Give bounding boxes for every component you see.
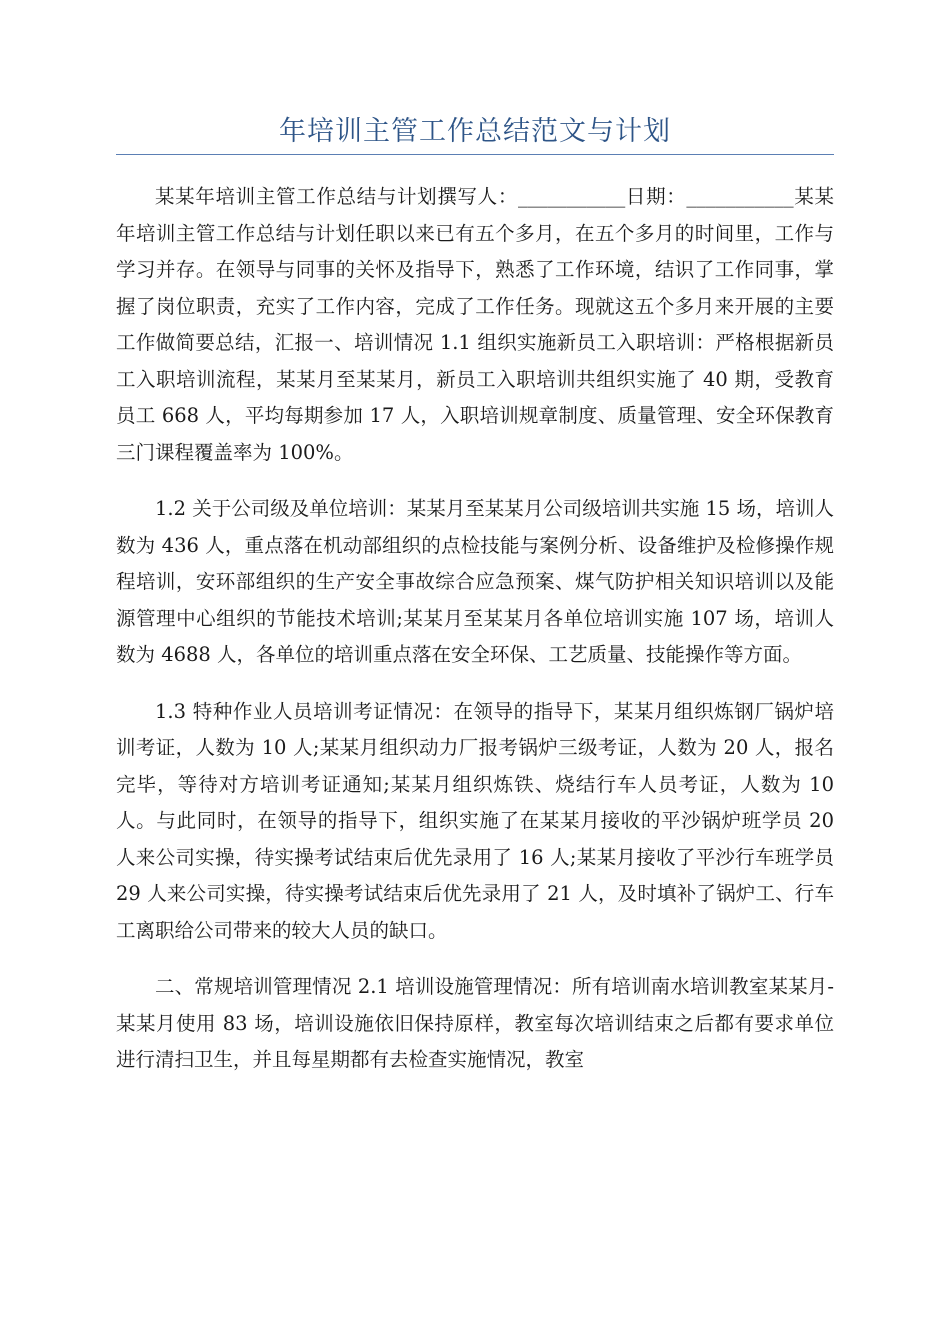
document-title: 年培训主管工作总结范文与计划 — [279, 116, 671, 147]
paragraph-4: 二、常规培训管理情况 2.1 培训设施管理情况：所有培训南水培训教室某某月-某某月使用 83 场，培训设施依旧保持原样，教室每次培训结束之后都有要求单位进行清扫卫生，并且每星期都有去检查实施情况，教室 — [116, 975, 834, 1071]
document-body — [116, 179, 834, 1099]
paragraph-1: 某某年培训主管工作总结与计划撰写人：___________日期：___________某某年培训主管工作总结与计划任职以来已有五个多月，在五个多月的时间里，工作与学习并存。在领导与同事的关怀及指导下，熟悉了工作环境，结识了工作同事，掌握了岗位职责，充实了工作内容，完成了工作任务。现就这五个多月来开展的主要工作做简要总结，汇报一、培训情况 1.1 组织实施新员工入职培训：严格根据新员工入职培训流程，某某月至某某月，新员工入职培训共组织实施了 40 期，受教育员工 668 人，平均每期参加 17 人，入职培训规章制度、质量管理、安全环保教育三门课程覆盖率为 100%。 — [116, 185, 834, 464]
paragraph-3: 1.3 特种作业人员培训考证情况：在领导的指导下，某某月组织炼钢厂锅炉培训考证，人数为 10 人;某某月组织动力厂报考锅炉三级考证，人数为 20 人，报名完毕，等待对方培训考证通知;某某月组织炼铁、烧结行车人员考证，人数为 10 人。与此同时，在领导的指导下，组织实施了在某某月接收的平沙锅炉班学员 20 人来公司实操，待实操考试结束后优先录用了 16 人;某某月接收了平沙行车班学员 29 人来公司实操，待实操考试结束后优先录用了 21 人，及时填补了锅炉工、行车工离职给公司带来的较大人员的缺口。 — [116, 699, 834, 942]
title-underline — [116, 154, 834, 155]
paragraph-2: 1.2 关于公司级及单位培训：某某月至某某月公司级培训共实施 15 场，培训人数为 436 人，重点落在机动部组织的点检技能与案例分析、设备维护及检修操作规程培训，安环部组织的生产安全事故综合应急预案、煤气防护相关知识培训以及能源管理中心组织的节能技术培训;某某月至某某月各单位培训实施 107 场，培训人数为 4688 人，各单位的培训重点落在安全环保、工艺质量、技能操作等方面。 — [116, 497, 834, 666]
